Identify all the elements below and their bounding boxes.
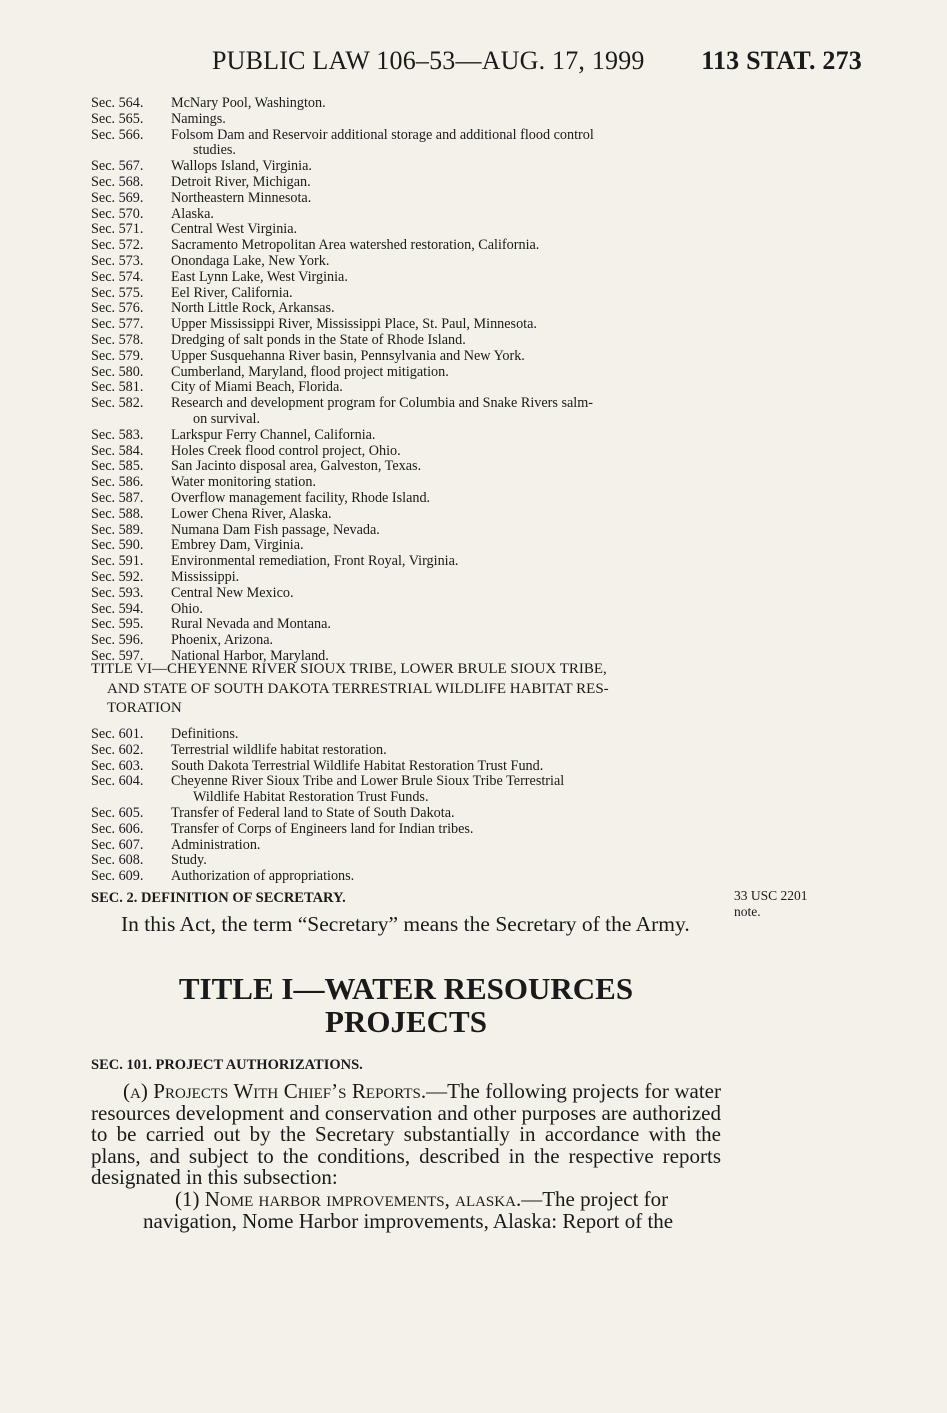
toc-title-text: Namings.: [171, 110, 226, 127]
title-i-line-1: TITLE I—WATER RESOURCES: [178, 971, 634, 1006]
title-vi-line-1: TITLE VI—CHEYENNE RIVER SIOUX TRIBE, LOWER BRULE SIOUX TRIBE,: [91, 661, 607, 677]
toc-entry: [91, 301, 731, 317]
toc-entry: [91, 586, 731, 602]
toc-section-number: Sec. 569.: [91, 189, 144, 206]
toc-section-number: Sec. 589.: [91, 521, 144, 538]
toc-title-text: Detroit River, Michigan.: [171, 173, 311, 190]
toc-section-title: [171, 444, 731, 460]
toc-title-text: Holes Creek flood control project, Ohio.: [171, 442, 401, 459]
toc-section-title: [171, 222, 731, 238]
toc-section-number: Sec. 585.: [91, 458, 144, 475]
toc-section-title: [171, 128, 731, 160]
title-vi-line-2: AND STATE OF SOUTH DAKOTA TERRESTRIAL WILDLIFE HABITAT RES-: [107, 680, 609, 697]
paragraph-1-text: —The project for: [521, 1186, 669, 1211]
toc-section-number: Sec. 566.: [91, 126, 144, 143]
section-2-body: In this Act, the term “Secretary” means the Secretary of the Army.: [121, 912, 690, 936]
toc-entry: [91, 396, 731, 428]
toc-section-number: Sec. 592.: [91, 568, 144, 585]
toc-section-number: Sec. 597.: [91, 647, 144, 664]
toc-section-number: Sec. 578.: [91, 331, 144, 348]
toc-title-text: Ohio.: [171, 600, 203, 617]
toc-title-text: City of Miami Beach, Florida.: [171, 379, 343, 396]
toc-section-number: Sec. 591.: [91, 553, 144, 570]
toc-section-title: [171, 491, 731, 507]
toc-section-number: Sec. 572.: [91, 237, 144, 254]
toc-entry: [91, 759, 731, 775]
title-i-line-2: PROJECTS: [325, 1004, 487, 1039]
toc-title-text: Folsom Dam and Reservoir additional storage and additional flood control: [171, 126, 594, 143]
toc-section-number: Sec. 607.: [91, 836, 144, 853]
toc-section-number: Sec. 571.: [91, 221, 144, 238]
toc-entry: [91, 317, 731, 333]
paragraph-a: [91, 1081, 721, 1189]
toc-title-text: East Lynn Lake, West Virginia.: [171, 268, 348, 285]
toc-section-title: [171, 523, 731, 539]
toc-entry: [91, 853, 731, 869]
section-101-body: [91, 1081, 721, 1232]
toc-section-title: [171, 869, 731, 885]
toc-section-number: Sec. 580.: [91, 363, 144, 380]
toc-title-text: Upper Mississippi River, Mississippi Place, St. Paul, Minnesota.: [171, 316, 537, 333]
toc-entry: [91, 254, 731, 270]
toc-entry: [91, 365, 731, 381]
toc-entry: [91, 270, 731, 286]
toc-section-number: Sec. 593.: [91, 584, 144, 601]
toc-entry: [91, 459, 731, 475]
toc-section-title: [171, 554, 731, 570]
toc-section-number: Sec. 568.: [91, 173, 144, 190]
toc-section-number: Sec. 570.: [91, 205, 144, 222]
toc-entry: [91, 238, 731, 254]
toc-entry: [91, 491, 731, 507]
toc-title-text: Transfer of Corps of Engineers land for Indian tribes.: [171, 820, 474, 837]
toc-section-title: [171, 822, 731, 838]
toc-title-text: Definitions.: [171, 726, 239, 742]
paragraph-1-continuation: navigation, Nome Harbor improvements, Alaska: Report of the: [143, 1208, 674, 1233]
toc-section-title: [171, 617, 731, 633]
toc-section-number: Sec. 564.: [91, 95, 144, 111]
toc-section-title: [171, 254, 731, 270]
toc-section-title: [171, 838, 731, 854]
toc-title-text: Cumberland, Maryland, flood project mitigation.: [171, 363, 449, 380]
section-2-heading: SEC. 2. DEFINITION OF SECRETARY.: [91, 890, 346, 906]
toc-entry: [91, 507, 731, 523]
toc-section-number: Sec. 595.: [91, 616, 144, 633]
toc-title-text: Embrey Dam, Virginia.: [171, 537, 304, 554]
toc-entry: [91, 380, 731, 396]
toc-section-title: [171, 428, 731, 444]
toc-entry: [91, 774, 731, 806]
section-101-heading: SEC. 101. PROJECT AUTHORIZATIONS.: [91, 1057, 363, 1073]
toc-section-title: [171, 207, 731, 223]
toc-title-text: Phoenix, Arizona.: [171, 632, 274, 649]
toc-title-continuation: studies.: [193, 142, 236, 159]
toc-section-title: [171, 538, 731, 554]
toc-title-continuation: on survival.: [193, 410, 260, 427]
toc-section-title: [171, 743, 731, 759]
toc-entry: [91, 159, 731, 175]
toc-section-title: [171, 759, 731, 775]
toc-section-title: [171, 459, 731, 475]
toc-entry: [91, 806, 731, 822]
toc-section-title: [171, 159, 731, 175]
toc-title-text: Authorization of appropriations.: [171, 868, 355, 885]
toc-title-text: Transfer of Federal land to State of South Dakota.: [171, 804, 455, 821]
toc-title-text: North Little Rock, Arkansas.: [171, 300, 335, 317]
toc-entry: [91, 175, 731, 191]
toc-section-number: Sec. 609.: [91, 868, 144, 885]
toc-entry: [91, 333, 731, 349]
title-i-heading: [91, 972, 721, 1038]
toc-section-title: [171, 333, 731, 349]
toc-section-number: Sec. 575.: [91, 284, 144, 301]
toc-section-title: [171, 175, 731, 191]
toc-section-number: Sec. 581.: [91, 379, 144, 396]
toc-section-number: Sec. 606.: [91, 820, 144, 837]
toc-section-number: Sec. 608.: [91, 852, 144, 869]
toc-section-number: Sec. 602.: [91, 741, 144, 758]
toc-entry: [91, 554, 731, 570]
toc-entry: [91, 191, 731, 207]
toc-entry: [91, 822, 731, 838]
toc-title-text: Northeastern Minnesota.: [171, 189, 312, 206]
toc-entry: [91, 633, 731, 649]
toc-section-number: Sec. 603.: [91, 757, 144, 774]
stat-reference: 113 STAT. 273: [701, 46, 862, 75]
margin-note: [734, 888, 844, 920]
toc-title-text: Cheyenne River Sioux Tribe and Lower Brule Sioux Tribe Terrestrial: [171, 773, 565, 790]
toc-title-text: Dredging of salt ponds in the State of Rhode Island.: [171, 331, 466, 348]
toc-section-title: [171, 365, 731, 381]
toc-entry: [91, 349, 731, 365]
toc-section-title: [171, 586, 731, 602]
margin-note-citation: 33 USC 2201: [734, 888, 808, 903]
toc-title-text: Environmental remediation, Front Royal, Virginia.: [171, 553, 459, 570]
paragraph-1-label: Nome harbor improvements, alaska.: [204, 1186, 522, 1211]
toc-section-number: Sec. 579.: [91, 347, 144, 364]
toc-entry: [91, 444, 731, 460]
toc-entry: [91, 538, 731, 554]
toc-section-title: [171, 633, 731, 649]
table-of-contents-title-v: [91, 96, 731, 665]
toc-title-text: Study.: [171, 852, 207, 869]
toc-entry: [91, 112, 731, 128]
toc-title-text: Sacramento Metropolitan Area watershed restoration, California.: [171, 237, 540, 254]
toc-title-text: Lower Chena River, Alaska.: [171, 505, 332, 522]
toc-section-title: [171, 380, 731, 396]
toc-section-number: Sec. 573.: [91, 252, 144, 269]
toc-entry: [91, 128, 731, 160]
toc-title-text: Mississippi.: [171, 568, 240, 585]
toc-entry: [91, 869, 731, 885]
toc-section-title: [171, 507, 731, 523]
toc-title-text: Wallops Island, Virginia.: [171, 158, 312, 175]
toc-entry: [91, 617, 731, 633]
toc-entry: [91, 207, 731, 223]
toc-section-number: Sec. 588.: [91, 505, 144, 522]
toc-title-text: Larkspur Ferry Channel, California.: [171, 426, 376, 443]
toc-section-title: [171, 112, 731, 128]
toc-title-text: National Harbor, Maryland.: [171, 647, 329, 664]
toc-entry: [91, 428, 731, 444]
toc-title-text: Terrestrial wildlife habitat restoration.: [171, 741, 387, 758]
toc-section-title: [171, 270, 731, 286]
toc-section-number: Sec. 582.: [91, 395, 144, 412]
toc-section-number: Sec. 583.: [91, 426, 144, 443]
toc-section-title: [171, 853, 731, 869]
toc-section-number: Sec. 565.: [91, 110, 144, 127]
toc-title-text: Overflow management facility, Rhode Island.: [171, 489, 431, 506]
toc-section-title: [171, 806, 731, 822]
toc-entry: [91, 727, 731, 743]
toc-title-text: Central West Virginia.: [171, 221, 298, 238]
toc-section-title: [171, 191, 731, 207]
toc-section-number: Sec. 594.: [91, 600, 144, 617]
toc-title-continuation: Wildlife Habitat Restoration Trust Funds.: [193, 789, 429, 806]
toc-title-text: Eel River, California.: [171, 284, 293, 301]
toc-title-text: San Jacinto disposal area, Galveston, Texas.: [171, 458, 422, 475]
toc-section-number: Sec. 586.: [91, 474, 144, 491]
toc-entry: [91, 222, 731, 238]
toc-section-title: [171, 317, 731, 333]
toc-title-text: Rural Nevada and Montana.: [171, 616, 331, 633]
toc-section-number: Sec. 584.: [91, 442, 144, 459]
toc-entry: [91, 523, 731, 539]
toc-title-text: Alaska.: [171, 205, 214, 222]
title-vi-line-3: TORATION: [107, 700, 182, 716]
toc-section-title: [171, 349, 731, 365]
toc-section-title: [171, 286, 731, 302]
toc-entry: [91, 743, 731, 759]
toc-section-number: Sec. 604.: [91, 773, 144, 790]
toc-entry: [91, 838, 731, 854]
toc-section-title: [171, 96, 731, 112]
toc-section-title: [171, 774, 731, 806]
toc-title-text: Upper Susquehanna River basin, Pennsylvania and New York.: [171, 347, 525, 364]
toc-title-text: Numana Dam Fish passage, Nevada.: [171, 521, 380, 538]
toc-section-title: [171, 727, 731, 743]
toc-section-title: [171, 301, 731, 317]
toc-section-number: Sec. 596.: [91, 632, 144, 649]
toc-title-text: Research and development program for Columbia and Snake Rivers salm-: [171, 395, 593, 412]
law-title: PUBLIC LAW 106–53—AUG. 17, 1999: [212, 46, 645, 75]
toc-title-text: McNary Pool, Washington.: [171, 95, 326, 111]
toc-section-number: Sec. 577.: [91, 316, 144, 333]
toc-section-title: [171, 602, 731, 618]
toc-entry: [91, 96, 731, 112]
toc-section-title: [171, 396, 731, 428]
toc-title-text: Administration.: [171, 836, 261, 853]
toc-section-number: Sec. 574.: [91, 268, 144, 285]
toc-section-number: Sec. 567.: [91, 158, 144, 175]
toc-section-title: [171, 238, 731, 254]
paragraph-1-number: (1): [175, 1186, 200, 1211]
toc-section-number: Sec. 590.: [91, 537, 144, 554]
table-of-contents-title-vi: [91, 727, 731, 885]
toc-section-title: [171, 475, 731, 491]
toc-section-number: Sec. 601.: [91, 726, 144, 742]
toc-section-number: Sec. 587.: [91, 489, 144, 506]
toc-title-text: Water monitoring station.: [171, 474, 317, 491]
toc-title-text: Onondaga Lake, New York.: [171, 252, 330, 269]
toc-section-number: Sec. 576.: [91, 300, 144, 317]
toc-entry: [91, 475, 731, 491]
toc-entry: [91, 570, 731, 586]
margin-note-label: note.: [734, 904, 761, 919]
paragraph-a-text: —The following projects for water resources development and conservation and other purposes are authorized to be carried out by the Secretary substantially in accordance with the plans, and subject to the conditions, described in the respective reports designated in this subsection:: [91, 1079, 721, 1190]
toc-title-text: Central New Mexico.: [171, 584, 294, 601]
paragraph-a-label: (a) Projects With Chief’s Reports.: [123, 1079, 427, 1103]
toc-title-text: South Dakota Terrestrial Wildlife Habitat Restoration Trust Fund.: [171, 757, 544, 774]
toc-entry: [91, 286, 731, 302]
paragraph-1: [91, 1186, 721, 1233]
title-vi-heading: [91, 660, 721, 719]
toc-entry: [91, 602, 731, 618]
toc-section-number: Sec. 605.: [91, 804, 144, 821]
toc-section-title: [171, 570, 731, 586]
